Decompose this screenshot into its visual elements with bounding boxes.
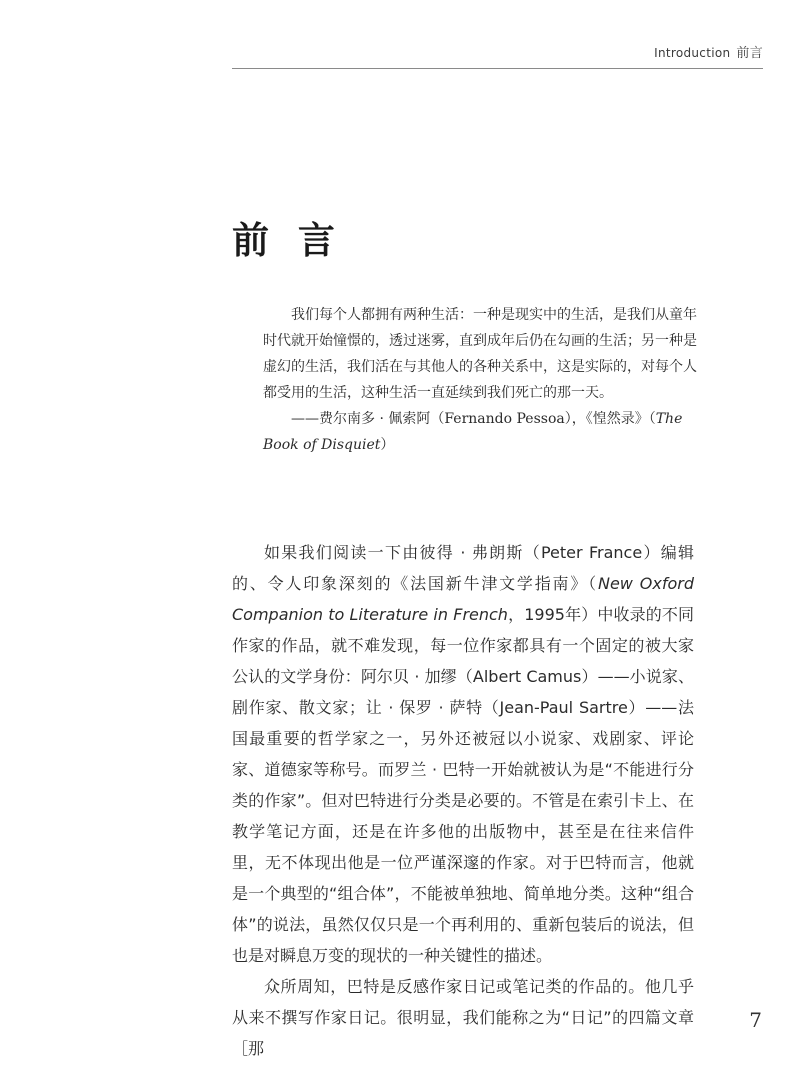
body-text [232, 537, 694, 1064]
attribution-prefix: ——费尔南多 · 佩索阿（Fernando Pessoa），《惶然录》（ [291, 411, 656, 427]
attribution-book-title: The Book of Disquiet [263, 411, 683, 453]
running-header-zh: 前言 [736, 46, 763, 61]
epigraph [263, 302, 703, 458]
body-paragraph-1 [232, 537, 694, 971]
page-number: 7 [749, 1008, 762, 1032]
header-rule [232, 68, 763, 69]
chapter-title: 前 言 [232, 219, 343, 262]
epigraph-attribution [263, 406, 703, 458]
body-paragraph-2: 众所周知，巴特是反感作家日记或笔记类的作品的。他几乎从来不撰写作家日记。很明显，我们能称之为“日记”的四篇文章［那 [232, 977, 694, 1058]
paragraph-1-part-b: ，1995年）中收录的不同作家的作品，就不难发现，每一位作家都具有一个固定的被大家公认的文学身份：阿尔贝 · 加缪（Albert Camus）——小说家、剧作家、散文家；让 · 保罗 · 萨特（Jean-Paul Sartre）——法国最重要的哲学家之一，另外还被冠以小说家、戏剧家、评论家、道德家等称号。而罗兰 · 巴特一开始就被认为是“不能进行分类的作家”。但对巴特进行分类是必要的。不管是在索引卡上、在教学笔记方面，还是在许多他的出版物中，甚至是在往来信件里，无不体现出他是一位严谨深邃的作家。对于巴特而言，他就是一个典型的“组合体”，不能被单独地、简单地分类。这种“组合体”的说法，虽然仅仅只是一个再利用的、重新包装后的说法，但也是对瞬息万变的现状的一种关键性的描述。 [232, 605, 694, 965]
paragraph-1-part-a: 如果我们阅读一下由彼得 · 弗朗斯（Peter France）编辑的、令人印象深刻的《法国新牛津文学指南》（ [232, 543, 694, 593]
paragraph-1-book-title: New Oxford Companion to Literature in French [232, 574, 694, 624]
attribution-suffix: ） [380, 437, 395, 453]
epigraph-text: 我们每个人都拥有两种生活：一种是现实中的生活，是我们从童年时代就开始憧憬的，透过迷雾，直到成年后仍在勾画的生活；另一种是虚幻的生活，我们活在与其他人的各种关系中，这是实际的，对每个人都受用的生活，这种生活一直延续到我们死亡的那一天。 [263, 307, 697, 401]
running-header [654, 42, 763, 61]
running-header-en: Introduction [654, 46, 731, 60]
